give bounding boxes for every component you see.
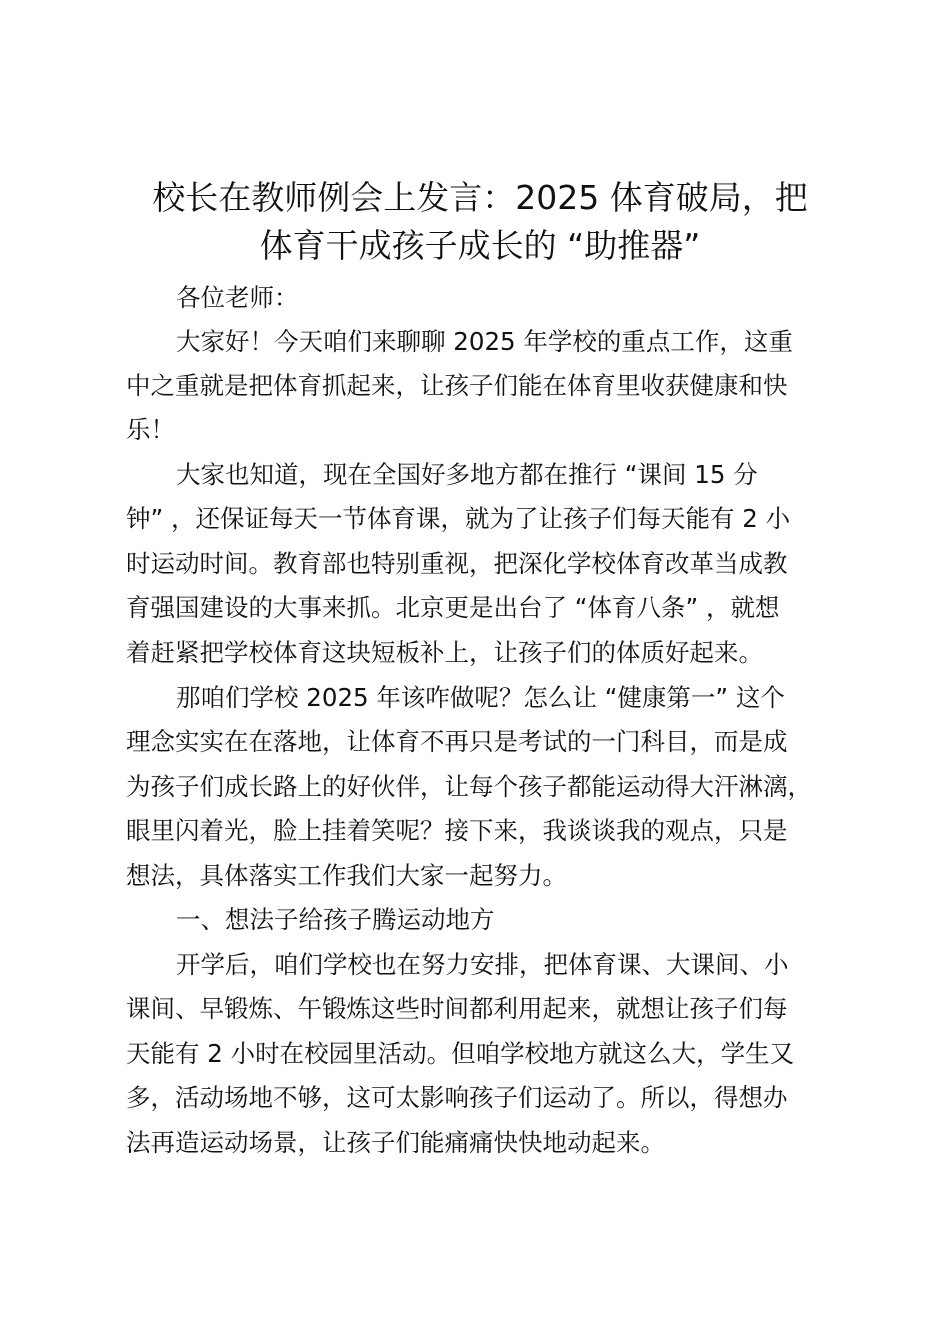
paragraph-3-line-2: 理念实实在在落地，让体育不再只是考试的一门科目，而是成 <box>126 727 788 756</box>
paragraph-3-line-3: 为孩子们成长路上的好伙伴，让每个孩子都能运动得大汗淋漓， <box>126 772 812 801</box>
paragraph-2-line-1: 大家也知道，现在全国好多地方都在推行 “课间 15 分 <box>176 460 758 489</box>
paragraph-4-line-2: 课间、早锻炼、午锻炼这些时间都利用起来，就想让孩子们每 <box>126 994 788 1023</box>
paragraph-1-line-1: 大家好！今天咱们来聊聊 2025 年学校的重点工作，这重 <box>176 327 793 356</box>
paragraph-4-line-5: 法再造运动场景，让孩子们能痛痛快快地动起来。 <box>126 1128 665 1157</box>
document-title-line-2: 体育干成孩子成长的 “助推器” <box>259 226 701 265</box>
paragraph-3-line-4: 眼里闪着光，脸上挂着笑呢？接下来，我谈谈我的观点，只是 <box>126 816 788 845</box>
paragraph-2-line-3: 时运动时间。教育部也特别重视，把深化学校体育改革当成教 <box>126 549 788 578</box>
paragraph-1-line-2: 中之重就是把体育抓起来，让孩子们能在体育里收获健康和快 <box>126 371 788 400</box>
paragraph-2-line-5: 着赶紧把学校体育这块短板补上，让孩子们的体质好起来。 <box>126 638 763 667</box>
paragraph-4-line-1: 开学后，咱们学校也在努力安排，把体育课、大课间、小 <box>176 950 789 979</box>
document-title-line-1: 校长在教师例会上发言：2025 体育破局，把 <box>152 178 808 217</box>
paragraph-3-line-1: 那咱们学校 2025 年该咋做呢？怎么让 “健康第一” 这个 <box>176 683 785 712</box>
salutation: 各位老师： <box>176 283 299 312</box>
section-heading-1: 一、想法子给孩子腾运动地方 <box>176 905 495 934</box>
paragraph-4-line-3: 天能有 2 小时在校园里活动。但咱学校地方就这么大，学生又 <box>126 1039 795 1068</box>
paragraph-3-line-5: 想法，具体落实工作我们大家一起努力。 <box>126 861 567 890</box>
paragraph-1-line-3: 乐！ <box>126 415 175 444</box>
paragraph-2-line-2: 钟” ，还保证每天一节体育课，就为了让孩子们每天能有 2 小 <box>126 504 791 533</box>
paragraph-4-line-4: 多，活动场地不够，这可太影响孩子们运动了。所以，得想办 <box>126 1083 788 1112</box>
paragraph-2-line-4: 育强国建设的大事来抓。北京更是出台了 “体育八条” ，就想 <box>126 593 780 622</box>
